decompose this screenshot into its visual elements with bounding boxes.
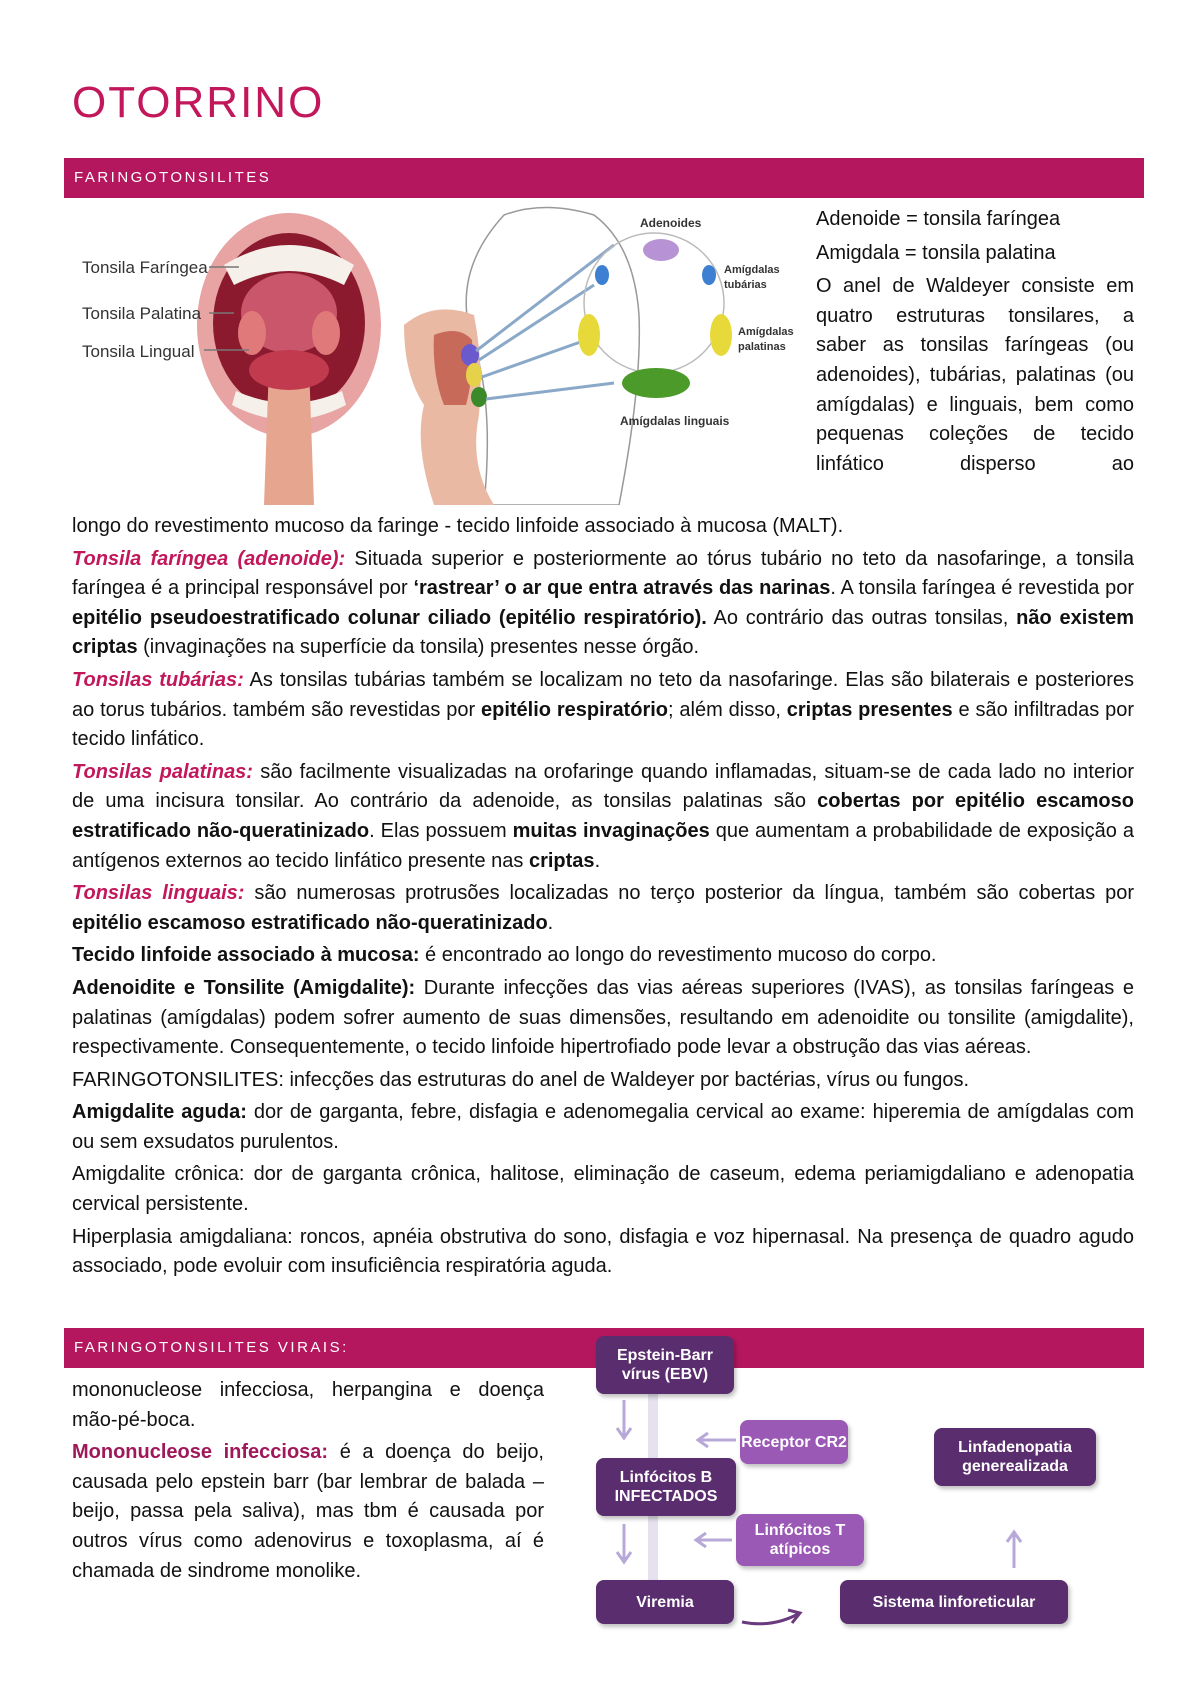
bold-text: criptas [528,849,595,872]
text: (invaginações na superfície da tonsila) presentes nesse órgão. [137,636,700,659]
flow-box-viremia: Viremia [596,1580,734,1624]
label-tonsila-lingual: Tonsila Lingual [82,342,195,361]
label-tonsilas-palatinas: Tonsilas palatinas: [72,760,253,783]
open-mouth-illustration [197,213,381,505]
lingual-shape [622,368,690,398]
text: são numerosas protrusões localizadas no terço posterior da língua, também são cobertas por [244,882,1134,905]
waldeyer-ring-diagram [578,233,732,398]
flow-box-linfocitos-b: Linfócitos B INFECTADOS [596,1458,736,1516]
paragraph-faringotonsilites: FARINGOTONSILITES: infecções das estruturas do anel de Waldeyer por bactérias, vírus ou fungos. [72,1068,970,1091]
text: que aumentam a probabilidade de exposição a antígenos externos ao tecido linfático presente nas [72,819,1134,872]
bold-text: ‘rastrear’ o ar que entra através das narinas [413,577,831,600]
bold-text: Adenoidite e Tonsilite (Amigdalite): [72,976,416,999]
text: Durante infecções das vias aéreas superiores (IVAS), as tonsilas faríngeas e palatinas (amígdalas) podem sofrer aumento de suas dimensões, resultando em adenoidite ou tonsilite (amigdalite), respectivamente. Consequentemente, o tecido linfoide hipertrofiado pode levar a obstrução das vias aéreas. [72,976,1134,1059]
label-tonsila-palatina: Tonsila Palatina [82,304,202,323]
definition-amigdala: Amigdala = tonsila palatina [816,241,1056,264]
paragraph-adenoidite [72,974,1134,1063]
text: As tonsilas tubárias também se localizam no teto da nasofaringe. Elas são bilaterais e posteriores ao torus tubários. também são revestidas por [72,668,1134,721]
text: ; além disso, [668,698,787,721]
label-tonsilas-linguais: Tonsilas linguais: [72,882,245,905]
text: são facilmente visualizadas na orofaringe quando inflamadas, situam-se de cada lado no interior de uma incisura tonsilar. Ao contrário da adenoide, as tonsilas palatinas são [72,760,1134,813]
bold-text: Amigdalite aguda: [72,1101,247,1124]
flow-box-linfocitos-t: Linfócitos T atípicos [736,1514,864,1566]
waldeyer-paragraph-end: longo do revestimento mucoso da faringe - tecido linfoide associado à mucosa (MALT). [72,515,844,537]
palatina-left-shape [578,314,600,356]
label-amigdalas-tubarias-1: Amígdalas [724,264,780,276]
section-header-faringotonsilites: FARINGOTONSILITES [64,158,1144,198]
text: dor de garganta, febre, disfagia e adenomegalia cervical ao exame: hiperemia de amígdalas com ou sem exsudatos purulentos. [72,1101,1134,1153]
intro-side-text [816,205,1134,483]
definition-adenoide: Adenoide = tonsila faríngea [816,208,1061,230]
paragraph-tonsilas-palatinas [72,758,1134,876]
ebv-flow-diagram [592,1328,1132,1628]
paragraph-malt [72,941,1134,971]
paragraph-tonsila-faringea [72,545,1134,663]
bold-text: epitélio escamoso estratificado não-queratinizado [72,911,548,934]
main-body-text [72,512,1134,1285]
label-amigdalas-palatinas-1: Amígdalas [738,326,794,338]
flow-box-sistema-linforeticular: Sistema linforeticular [840,1580,1068,1624]
text: é encontrado ao longo do revestimento mucoso do corpo. [419,944,937,967]
bold-text: cobertas por epitélio escamoso estratificado não-queratinizado [72,790,1134,842]
paragraph-mononucleose [72,1438,544,1586]
paragraph-amigdalite-cronica: Amigdalite crônica: dor de garganta crônica, halitose, eliminação de caseum, edema periamigdaliano e adenopatia cervical persistente. [72,1163,1134,1216]
text: e são infiltradas por tecido linfático. [72,698,1134,751]
flow-arrows [592,1328,1132,1628]
paragraph-hiperplasia: Hiperplasia amigdaliana: roncos, apnéia obstrutiva do sono, disfagia e voz hipernasal. Na presença de quadro agudo associado, pode evoluir com insuficiência respiratória aguda. [72,1225,1134,1278]
text: . A tonsila faríngea é revestida por [830,577,1134,600]
label-amigdalas-linguais: Amígdalas linguais [620,414,730,428]
paragraph-tonsilas-tubarias [72,666,1134,755]
bold-text: muitas invaginações [512,819,710,842]
label-tonsila-faringea-adenoide: Tonsila faríngea (adenoide): [72,547,346,570]
virais-intro: mononucleose infecciosa, herpangina e doença mão-pé-boca. [72,1379,544,1431]
bold-text: não existem criptas [72,606,1134,659]
text: . Elas possuem [369,819,513,842]
pointer-line [479,285,594,360]
adenoid-shape [643,239,679,261]
text: . [594,849,601,872]
bold-text: Tecido linfoide associado à mucosa: [72,944,420,967]
pointer-line [486,383,614,399]
label-adenoides: Adenoides [640,216,702,230]
tubaria-left-shape [595,265,609,285]
text: . [547,911,554,934]
label-amigdalas-tubarias-2: tubárias [724,279,767,291]
label-tonsilas-tubarias: Tonsilas tubárias: [72,668,244,691]
flow-box-receptor: Receptor CR2 [740,1420,848,1464]
arrow-curve-icon [742,1614,798,1624]
palatina-right-shape [710,314,732,356]
text: Situada superior e posteriormente ao tórus tubário no teto da nasofaringe, a tonsila faríngea é a principal responsável por [72,547,1134,600]
flow-box-linfadenopatia: Linfadenopatia generealizada [934,1428,1096,1486]
tubaria-right-shape [702,265,716,285]
page-title: OTORRINO [72,78,325,127]
text: Ao contrário das outras tonsilas, [706,606,1017,629]
bold-text: epitélio pseudoestratificado colunar ciliado (epitélio respiratório). [72,606,707,629]
bold-text: criptas presentes [786,698,953,721]
label-amigdalas-palatinas-2: palatinas [738,341,786,353]
pointer-line [482,340,586,377]
waldeyer-paragraph-start: O anel de Waldeyer consiste em quatro estruturas tonsilares, a saber as tonsilas faríngeas (ou adenoides), tubárias, palatinas (ou amígdalas) e linguais, bem como pequenas coleções de tecido linfático disperso ao [816,275,1134,475]
section-header-faringotonsilites-virais: FARINGOTONSILITES VIRAIS: [64,1328,1144,1368]
paragraph-amigdalite-aguda [72,1098,1134,1157]
text: é a doença do beijo, causada pelo epstein barr (bar lembrar de balada – beijo, passa pela saliva), mas tbm é causada por outros vírus como adenovirus e toxoplasma, aí é chamada de sindrome monolike. [72,1441,544,1582]
paragraph-tonsilas-linguais [72,879,1134,938]
bold-text: epitélio respiratório [480,698,668,721]
flow-box-ebv: Epstein-Barr vírus (EBV) [596,1336,734,1394]
label-tonsila-faringea: Tonsila Faríngea [82,258,208,277]
virais-text-column [72,1376,544,1589]
label-mononucleose: Mononucleose infecciosa: [72,1441,329,1464]
tonsils-anatomy-figure [74,205,814,505]
